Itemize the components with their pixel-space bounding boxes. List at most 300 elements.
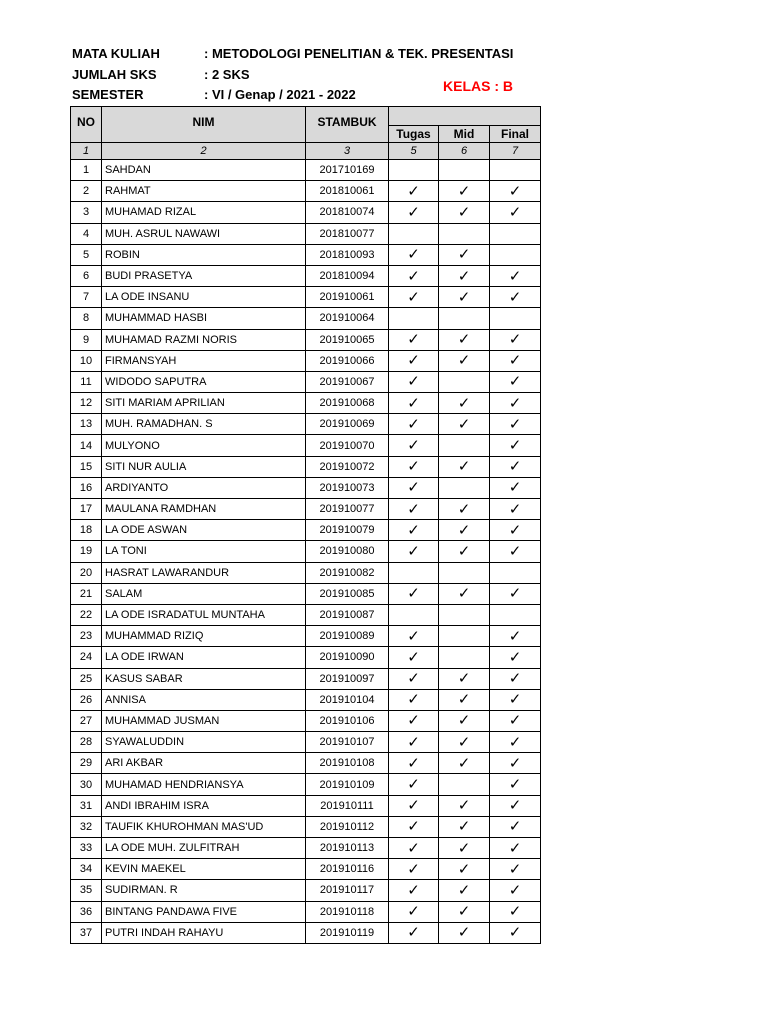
row-final-cell <box>490 520 541 541</box>
row-tugas-cell <box>389 181 439 202</box>
table-row <box>71 329 541 350</box>
row-no: 14 <box>71 435 102 456</box>
table-body <box>71 160 541 944</box>
row-final-cell <box>490 265 541 286</box>
row-mid-cell <box>439 287 490 308</box>
check-icon: ✓ <box>457 924 471 942</box>
row-final-cell <box>490 689 541 710</box>
row-name: SUDIRMAN. R <box>102 880 306 901</box>
row-tugas-cell <box>389 287 439 308</box>
row-no: 9 <box>71 329 102 350</box>
check-icon: ✓ <box>407 881 420 899</box>
table-row <box>71 520 541 541</box>
row-final-cell <box>490 859 541 880</box>
row-tugas-cell <box>389 838 439 859</box>
check-icon: ✓ <box>407 267 420 285</box>
check-icon: ✓ <box>508 542 522 560</box>
row-stambuk: 201910108 <box>306 753 389 774</box>
row-mid-cell <box>439 244 490 265</box>
table-row <box>71 647 541 668</box>
row-mid-cell <box>439 710 490 731</box>
row-tugas-cell <box>389 774 439 795</box>
row-mid-cell <box>439 901 490 922</box>
row-tugas-cell <box>389 244 439 265</box>
check-icon: ✓ <box>407 924 420 942</box>
check-icon: ✓ <box>508 500 522 518</box>
check-icon: ✓ <box>457 818 471 836</box>
table-row <box>71 499 541 520</box>
row-final-cell <box>490 753 541 774</box>
row-name: KASUS SABAR <box>102 668 306 689</box>
check-icon: ✓ <box>407 437 420 455</box>
check-icon: ✓ <box>407 903 420 921</box>
table-row <box>71 202 541 223</box>
row-mid-cell <box>439 414 490 435</box>
index-cell: 5 <box>389 143 439 160</box>
check-icon: ✓ <box>407 818 420 836</box>
check-icon: ✓ <box>407 860 420 878</box>
row-stambuk: 201810093 <box>306 244 389 265</box>
check-icon: ✓ <box>508 860 522 878</box>
row-stambuk: 201910069 <box>306 414 389 435</box>
table-row <box>71 604 541 625</box>
check-icon: ✓ <box>457 903 471 921</box>
row-tugas-cell <box>389 393 439 414</box>
check-icon: ✓ <box>407 648 420 666</box>
row-mid-cell <box>439 838 490 859</box>
row-tugas-cell <box>389 414 439 435</box>
row-no: 18 <box>71 520 102 541</box>
row-tugas-cell <box>389 329 439 350</box>
check-icon: ✓ <box>457 458 471 476</box>
table-row <box>71 350 541 371</box>
row-stambuk: 201810061 <box>306 181 389 202</box>
check-icon: ✓ <box>407 839 420 857</box>
table-row <box>71 838 541 859</box>
check-icon: ✓ <box>407 733 420 751</box>
check-icon: ✓ <box>457 182 471 200</box>
row-final-cell <box>490 329 541 350</box>
check-icon: ✓ <box>508 331 522 349</box>
row-mid-cell <box>439 604 490 625</box>
check-icon: ✓ <box>508 182 522 200</box>
check-icon: ✓ <box>407 458 420 476</box>
row-no: 16 <box>71 477 102 498</box>
row-stambuk: 201710169 <box>306 160 389 181</box>
row-no: 33 <box>71 838 102 859</box>
row-name: MUHAMAD RAZMI NORIS <box>102 329 306 350</box>
row-final-cell <box>490 901 541 922</box>
check-icon: ✓ <box>508 881 522 899</box>
row-tugas-cell <box>389 626 439 647</box>
table-row <box>71 541 541 562</box>
check-icon: ✓ <box>508 521 522 539</box>
check-icon: ✓ <box>457 521 471 539</box>
row-name: MUHAMAD HENDRIANSYA <box>102 774 306 795</box>
row-tugas-cell <box>389 562 439 583</box>
table-row <box>71 477 541 498</box>
row-stambuk: 201910104 <box>306 689 389 710</box>
row-stambuk: 201910097 <box>306 668 389 689</box>
check-icon: ✓ <box>457 839 471 857</box>
row-tugas-cell <box>389 456 439 477</box>
row-no: 31 <box>71 795 102 816</box>
row-mid-cell <box>439 880 490 901</box>
check-icon: ✓ <box>508 437 522 455</box>
row-mid-cell <box>439 456 490 477</box>
check-icon: ✓ <box>457 712 471 730</box>
table-row <box>71 287 541 308</box>
check-icon: ✓ <box>457 500 471 518</box>
row-stambuk: 201910079 <box>306 520 389 541</box>
table-row <box>71 774 541 795</box>
index-cell: 2 <box>102 143 306 160</box>
row-tugas-cell <box>389 880 439 901</box>
row-stambuk: 201910082 <box>306 562 389 583</box>
row-tugas-cell <box>389 583 439 604</box>
col-header-final: Final <box>490 126 541 143</box>
row-tugas-cell <box>389 477 439 498</box>
row-final-cell <box>490 626 541 647</box>
check-icon: ✓ <box>457 394 471 412</box>
table-row <box>71 689 541 710</box>
row-mid-cell <box>439 922 490 943</box>
row-tugas-cell <box>389 520 439 541</box>
row-name: ROBIN <box>102 244 306 265</box>
row-name: ARDIYANTO <box>102 477 306 498</box>
row-no: 6 <box>71 265 102 286</box>
class-label: KELAS : B <box>443 78 513 94</box>
row-final-cell <box>490 160 541 181</box>
check-icon: ✓ <box>508 797 522 815</box>
row-final-cell <box>490 604 541 625</box>
row-no: 36 <box>71 901 102 922</box>
check-icon: ✓ <box>508 903 522 921</box>
row-stambuk: 201910112 <box>306 816 389 837</box>
index-cell: 3 <box>306 143 389 160</box>
row-name: ARI AKBAR <box>102 753 306 774</box>
row-tugas-cell <box>389 160 439 181</box>
row-stambuk: 201910073 <box>306 477 389 498</box>
check-icon: ✓ <box>457 733 471 751</box>
table-row <box>71 753 541 774</box>
row-tugas-cell <box>389 816 439 837</box>
row-mid-cell <box>439 371 490 392</box>
row-mid-cell <box>439 477 490 498</box>
row-final-cell <box>490 541 541 562</box>
check-icon: ✓ <box>508 670 522 688</box>
row-name: MUH. RAMADHAN. S <box>102 414 306 435</box>
check-icon: ✓ <box>457 331 471 349</box>
row-name: LA ODE MUH. ZULFITRAH <box>102 838 306 859</box>
row-name: MUHAMMAD HASBI <box>102 308 306 329</box>
row-name: SAHDAN <box>102 160 306 181</box>
row-tugas-cell <box>389 435 439 456</box>
row-stambuk: 201910065 <box>306 329 389 350</box>
row-name: PUTRI INDAH RAHAYU <box>102 922 306 943</box>
check-icon: ✓ <box>457 860 471 878</box>
row-name: BUDI PRASETYA <box>102 265 306 286</box>
semester-value: : VI / Genap / 2021 - 2022 <box>204 87 356 102</box>
row-no: 2 <box>71 181 102 202</box>
row-no: 37 <box>71 922 102 943</box>
check-icon: ✓ <box>457 246 471 264</box>
index-cell: 1 <box>71 143 102 160</box>
row-mid-cell <box>439 689 490 710</box>
row-final-cell <box>490 795 541 816</box>
check-icon: ✓ <box>407 394 420 412</box>
row-final-cell <box>490 838 541 859</box>
row-final-cell <box>490 308 541 329</box>
check-icon: ✓ <box>508 458 522 476</box>
row-no: 17 <box>71 499 102 520</box>
row-final-cell <box>490 562 541 583</box>
table-row <box>71 859 541 880</box>
table-row <box>71 393 541 414</box>
check-icon: ✓ <box>457 288 471 306</box>
check-icon: ✓ <box>407 585 420 603</box>
check-icon: ✓ <box>407 797 420 815</box>
row-no: 5 <box>71 244 102 265</box>
row-mid-cell <box>439 626 490 647</box>
row-stambuk: 201910109 <box>306 774 389 795</box>
check-icon: ✓ <box>457 542 471 560</box>
check-icon: ✓ <box>407 415 420 433</box>
check-icon: ✓ <box>508 924 522 942</box>
table-row <box>71 223 541 244</box>
row-tugas-cell <box>389 265 439 286</box>
row-name: SYAWALUDDIN <box>102 732 306 753</box>
table-row <box>71 732 541 753</box>
check-icon: ✓ <box>457 415 471 433</box>
check-icon: ✓ <box>407 500 420 518</box>
col-header-mid: Mid <box>439 126 490 143</box>
row-no: 27 <box>71 710 102 731</box>
row-mid-cell <box>439 265 490 286</box>
row-final-cell <box>490 647 541 668</box>
check-icon: ✓ <box>407 182 420 200</box>
table-row <box>71 181 541 202</box>
row-name: WIDODO SAPUTRA <box>102 371 306 392</box>
row-mid-cell <box>439 223 490 244</box>
row-no: 10 <box>71 350 102 371</box>
row-mid-cell <box>439 647 490 668</box>
row-no: 15 <box>71 456 102 477</box>
row-stambuk: 201810074 <box>306 202 389 223</box>
row-no: 22 <box>71 604 102 625</box>
row-no: 35 <box>71 880 102 901</box>
row-no: 28 <box>71 732 102 753</box>
row-no: 25 <box>71 668 102 689</box>
row-final-cell <box>490 710 541 731</box>
check-icon: ✓ <box>508 648 522 666</box>
row-stambuk: 201910119 <box>306 922 389 943</box>
check-icon: ✓ <box>457 267 471 285</box>
row-no: 7 <box>71 287 102 308</box>
check-icon: ✓ <box>508 415 522 433</box>
table-row <box>71 816 541 837</box>
row-final-cell <box>490 583 541 604</box>
row-tugas-cell <box>389 202 439 223</box>
row-tugas-cell <box>389 350 439 371</box>
check-icon: ✓ <box>508 373 522 391</box>
row-name: LA ODE ISRADATUL MUNTAHA <box>102 604 306 625</box>
row-stambuk: 201910116 <box>306 859 389 880</box>
row-tugas-cell <box>389 371 439 392</box>
row-final-cell <box>490 456 541 477</box>
row-stambuk: 201910118 <box>306 901 389 922</box>
course-value: : METODOLOGI PENELITIAN & TEK. PRESENTASI <box>204 46 514 61</box>
row-stambuk: 201910111 <box>306 795 389 816</box>
row-tugas-cell <box>389 710 439 731</box>
table-row <box>71 435 541 456</box>
check-icon: ✓ <box>407 627 420 645</box>
row-tugas-cell <box>389 499 439 520</box>
row-name: LA ODE INSANU <box>102 287 306 308</box>
table-row <box>71 880 541 901</box>
check-icon: ✓ <box>508 479 522 497</box>
row-no: 11 <box>71 371 102 392</box>
table-row <box>71 265 541 286</box>
row-no: 4 <box>71 223 102 244</box>
col-header-group <box>389 107 541 126</box>
check-icon: ✓ <box>407 542 420 560</box>
check-icon: ✓ <box>407 203 420 221</box>
row-final-cell <box>490 880 541 901</box>
row-no: 19 <box>71 541 102 562</box>
row-tugas-cell <box>389 753 439 774</box>
table-row <box>71 562 541 583</box>
table-row <box>71 922 541 943</box>
row-name: HASRAT LAWARANDUR <box>102 562 306 583</box>
row-mid-cell <box>439 541 490 562</box>
row-no: 20 <box>71 562 102 583</box>
check-icon: ✓ <box>508 776 522 794</box>
sks-value: : 2 SKS <box>204 66 250 82</box>
row-tugas-cell <box>389 859 439 880</box>
table-row <box>71 901 541 922</box>
row-name: MUHAMMAD JUSMAN <box>102 710 306 731</box>
row-stambuk: 201910066 <box>306 350 389 371</box>
row-final-cell <box>490 816 541 837</box>
attendance-table <box>70 106 541 944</box>
table-row <box>71 160 541 181</box>
check-icon: ✓ <box>508 839 522 857</box>
row-final-cell <box>490 287 541 308</box>
check-icon: ✓ <box>508 733 522 751</box>
row-stambuk: 201910113 <box>306 838 389 859</box>
row-final-cell <box>490 350 541 371</box>
row-tugas-cell <box>389 689 439 710</box>
row-name: MULYONO <box>102 435 306 456</box>
row-final-cell <box>490 181 541 202</box>
check-icon: ✓ <box>508 394 522 412</box>
row-stambuk: 201910085 <box>306 583 389 604</box>
table-row <box>71 456 541 477</box>
row-tugas-cell <box>389 223 439 244</box>
row-stambuk: 201910087 <box>306 604 389 625</box>
row-name: LA TONI <box>102 541 306 562</box>
row-tugas-cell <box>389 308 439 329</box>
row-stambuk: 201910061 <box>306 287 389 308</box>
row-stambuk: 201910070 <box>306 435 389 456</box>
check-icon: ✓ <box>508 352 522 370</box>
row-tugas-cell <box>389 922 439 943</box>
row-no: 1 <box>71 160 102 181</box>
check-icon: ✓ <box>407 754 420 772</box>
row-name: TAUFIK KHUROHMAN MAS'UD <box>102 816 306 837</box>
row-tugas-cell <box>389 604 439 625</box>
table-row <box>71 795 541 816</box>
row-name: LA ODE ASWAN <box>102 520 306 541</box>
semester-label: SEMESTER <box>72 87 144 102</box>
check-icon: ✓ <box>407 776 420 794</box>
check-icon: ✓ <box>508 288 522 306</box>
row-final-cell <box>490 223 541 244</box>
row-no: 30 <box>71 774 102 795</box>
row-mid-cell <box>439 562 490 583</box>
check-icon: ✓ <box>407 670 420 688</box>
row-tugas-cell <box>389 668 439 689</box>
table-row <box>71 244 541 265</box>
row-stambuk: 201810077 <box>306 223 389 244</box>
check-icon: ✓ <box>508 267 522 285</box>
check-icon: ✓ <box>407 352 420 370</box>
check-icon: ✓ <box>457 797 471 815</box>
check-icon: ✓ <box>407 691 420 709</box>
check-icon: ✓ <box>407 712 420 730</box>
row-stambuk: 201910068 <box>306 393 389 414</box>
row-final-cell <box>490 477 541 498</box>
row-name: MUH. ASRUL NAWAWI <box>102 223 306 244</box>
index-cell: 6 <box>439 143 490 160</box>
row-final-cell <box>490 393 541 414</box>
col-header-tugas: Tugas <box>389 126 439 143</box>
row-tugas-cell <box>389 732 439 753</box>
check-icon: ✓ <box>457 670 471 688</box>
row-tugas-cell <box>389 901 439 922</box>
check-icon: ✓ <box>508 627 522 645</box>
row-mid-cell <box>439 202 490 223</box>
index-cell: 7 <box>490 143 541 160</box>
check-icon: ✓ <box>407 331 420 349</box>
check-icon: ✓ <box>508 818 522 836</box>
row-mid-cell <box>439 160 490 181</box>
table-row <box>71 668 541 689</box>
row-final-cell <box>490 371 541 392</box>
row-name: BINTANG PANDAWA FIVE <box>102 901 306 922</box>
row-no: 26 <box>71 689 102 710</box>
row-final-cell <box>490 668 541 689</box>
check-icon: ✓ <box>407 479 420 497</box>
check-icon: ✓ <box>407 521 420 539</box>
row-mid-cell <box>439 308 490 329</box>
row-mid-cell <box>439 816 490 837</box>
row-mid-cell <box>439 583 490 604</box>
row-name: LA ODE IRWAN <box>102 647 306 668</box>
row-stambuk: 201910106 <box>306 710 389 731</box>
check-icon: ✓ <box>457 585 471 603</box>
row-name: SITI NUR AULIA <box>102 456 306 477</box>
table-row <box>71 414 541 435</box>
row-tugas-cell <box>389 647 439 668</box>
row-no: 21 <box>71 583 102 604</box>
check-icon: ✓ <box>407 246 420 264</box>
row-tugas-cell <box>389 541 439 562</box>
row-final-cell <box>490 922 541 943</box>
row-name: ANDI IBRAHIM ISRA <box>102 795 306 816</box>
row-mid-cell <box>439 181 490 202</box>
